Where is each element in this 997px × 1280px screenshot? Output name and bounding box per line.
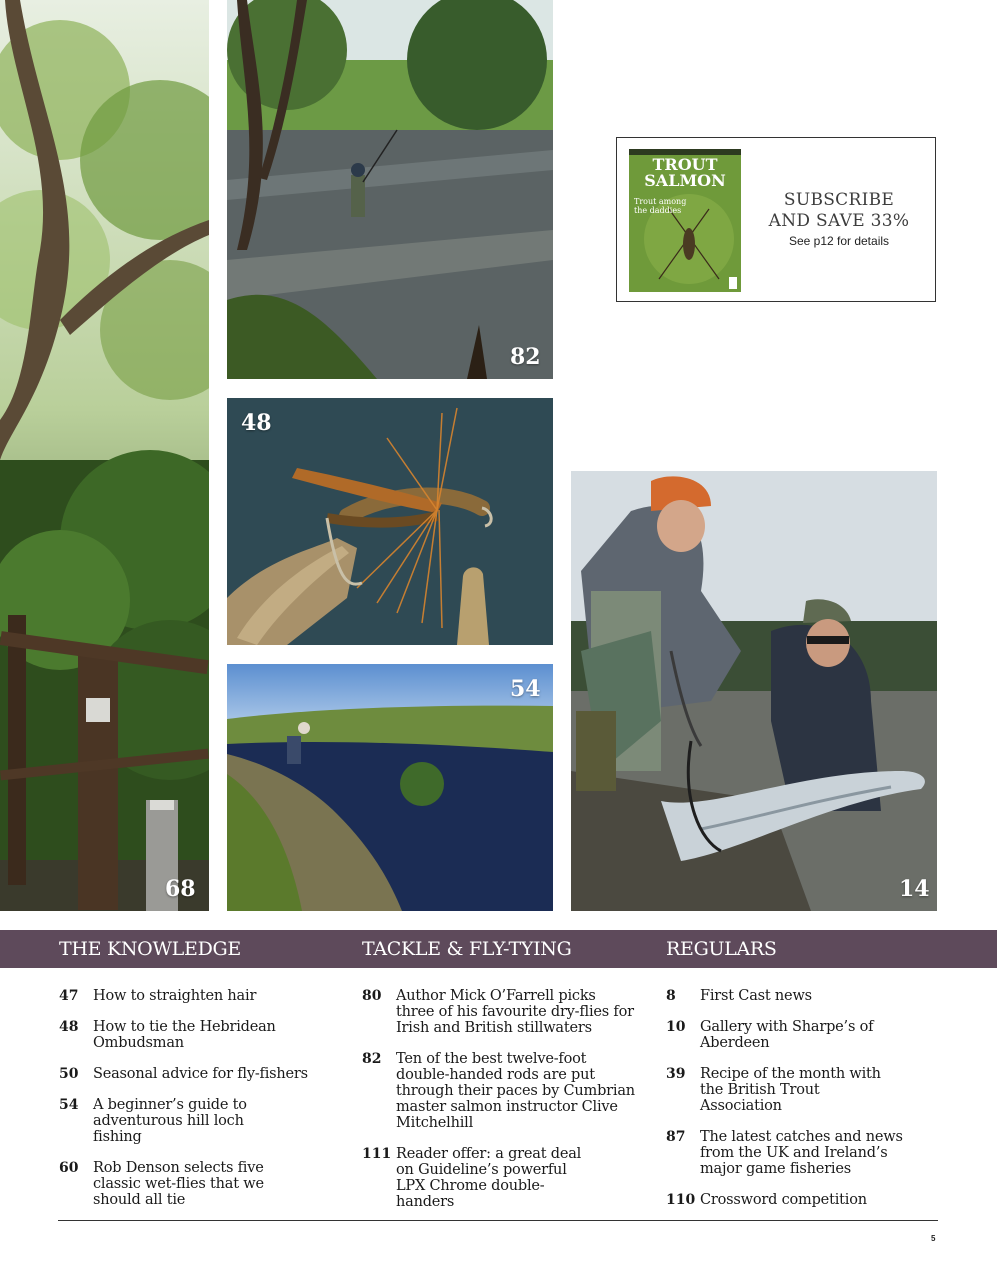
subscribe-text	[745, 190, 933, 248]
entry-page-number: 82	[362, 1051, 382, 1067]
entry-description: The latest catches and news from the UK and Ireland’s major game fisheries	[700, 1129, 903, 1177]
entry-description: A beginner’s guide to adventurous hill loch fishing	[93, 1097, 247, 1145]
contents-entry[interactable]	[59, 1066, 309, 1082]
contents-entry[interactable]	[59, 1160, 309, 1208]
contents-entry[interactable]	[666, 1019, 941, 1051]
entry-page-number: 54	[59, 1097, 79, 1113]
contents-entry[interactable]	[666, 1129, 941, 1177]
contents-entry[interactable]	[666, 988, 941, 1004]
cover-masthead-line2: SALMON	[644, 171, 726, 190]
page-folio: 5	[931, 1234, 936, 1243]
cover-masthead-line1: TROUT	[652, 155, 718, 174]
entry-description: Recipe of the month with the British Trout Association	[700, 1066, 881, 1114]
contents-entry[interactable]	[362, 1051, 637, 1131]
entry-page-number: 80	[362, 988, 382, 1004]
hill-loch-photo	[227, 664, 553, 911]
entry-page-number: 50	[59, 1066, 79, 1082]
subscribe-heading-line1: SUBSCRIBE	[783, 190, 895, 210]
entry-description: Ten of the best twelve-foot double-handed rods are put through their paces by Cumbrian master salmon instructor Clive Mitchelhill	[396, 1051, 635, 1131]
subscribe-note: See p12 for details	[788, 234, 890, 248]
subscribe-heading	[745, 190, 933, 232]
entry-page-number: 60	[59, 1160, 79, 1176]
entry-page-number: 110	[666, 1192, 696, 1208]
footer-rule	[58, 1220, 938, 1221]
entry-description: First Cast news	[700, 988, 812, 1004]
hill-loch-page-number: 54	[510, 676, 541, 702]
contents-column-regulars	[666, 988, 941, 1223]
salmon-catch-photo	[571, 471, 937, 911]
fly-photo	[227, 398, 553, 645]
contents-entry[interactable]	[362, 1146, 637, 1210]
contents-entry[interactable]	[59, 988, 309, 1004]
contents-entry[interactable]	[666, 1066, 941, 1114]
section-title-knowledge: THE KNOWLEDGE	[59, 938, 241, 960]
entry-page-number: 39	[666, 1066, 686, 1082]
entry-description: Seasonal advice for fly-fishers	[93, 1066, 308, 1082]
entry-description: Author Mick O’Farrell picks three of his favourite dry-flies for Irish and British stillwaters	[396, 988, 634, 1036]
fly-page-number: 48	[241, 410, 272, 436]
entry-page-number: 87	[666, 1129, 686, 1145]
magazine-cover-image	[629, 149, 741, 292]
contents-entry[interactable]	[362, 988, 637, 1036]
contents-entry[interactable]	[59, 1097, 309, 1145]
cover-strap: Trout among the daddies	[634, 197, 687, 215]
woodland-photo	[0, 0, 209, 911]
entry-page-number: 48	[59, 1019, 79, 1035]
river-angler-photo	[227, 0, 553, 379]
section-title-regulars: REGULARS	[666, 938, 777, 960]
salmon-catch-page-number: 14	[899, 876, 930, 902]
entry-description: How to straighten hair	[93, 988, 257, 1004]
entry-page-number: 10	[666, 1019, 686, 1035]
contents-column-knowledge	[59, 988, 309, 1223]
entry-page-number: 47	[59, 988, 79, 1004]
entry-description: Crossword competition	[700, 1192, 867, 1208]
section-title-tackle: TACKLE & FLY-TYING	[362, 938, 572, 960]
entry-page-number: 8	[666, 988, 676, 1004]
subscribe-box[interactable]	[616, 137, 936, 302]
entry-page-number: 111	[362, 1146, 392, 1162]
contents-entry[interactable]	[666, 1192, 941, 1208]
entry-description: How to tie the Hebridean Ombudsman	[93, 1019, 276, 1051]
subscribe-heading-line2: AND SAVE 33%	[768, 211, 910, 231]
contents-column-tackle	[362, 988, 637, 1225]
entry-description: Reader offer: a great deal on Guideline’s powerful LPX Chrome double-handers	[396, 1146, 582, 1210]
river-angler-page-number: 82	[510, 344, 541, 370]
cover-masthead	[629, 157, 741, 189]
contents-entry[interactable]	[59, 1019, 309, 1051]
entry-description: Rob Denson selects five classic wet-flies that we should all tie	[93, 1160, 264, 1208]
woodland-page-number: 68	[165, 876, 196, 902]
entry-description: Gallery with Sharpe’s of Aberdeen	[700, 1019, 874, 1051]
